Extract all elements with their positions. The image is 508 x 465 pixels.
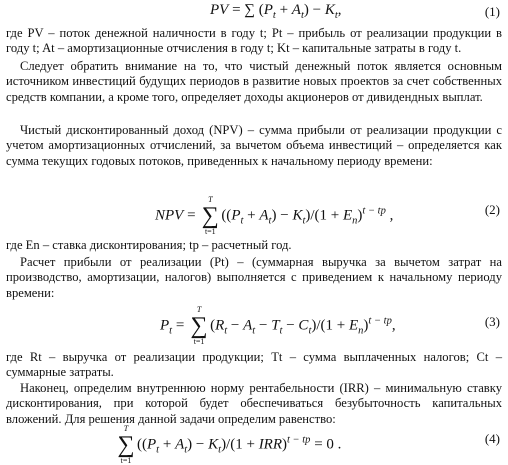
- equation-1: [0, 2, 508, 22]
- equation-3-number: (3): [484, 314, 500, 329]
- equation-4: [0, 423, 508, 463]
- paragraph-pv-definition-text: где PV – поток денежной наличности в году t; Pt – прибыль от реализации продукции в году t; At – амортизационные отчисления в году t; Kt – капитальные затраты в году t.: [6, 26, 502, 56]
- paragraph-npv-definition-text: Чистый дисконтированный доход (NPV) – сумма прибыли от реализации продукции с учетом амортизационных отчислений, за вычетом объема инвестиций – определяется как сумма текущих годовых потоков, приведенных к начальному периоду времени:: [6, 123, 502, 168]
- paragraph-en-definition-text: где En – ставка дисконтирования; tp – расчетный год.: [6, 238, 292, 252]
- equation-4-body: T ∑ t=1 $((P_t + A_t) - K_t)/(1 + IRR)^{t - tp} = 0$ .: [117, 424, 342, 465]
- paragraph-rt-definition: [6, 350, 502, 381]
- equation-4-number: (4): [484, 431, 500, 446]
- sum-symbol-3: T ∑ t=1: [190, 305, 208, 346]
- paragraph-pv-definition: [6, 26, 502, 57]
- paragraph-irr-definition-text: Наконец, определим внутреннюю норму рентабельности (IRR) – минимальную ставку дисконтирования, при которой будет обеспечиваться безубыточность капитальных вложений. Для решения данной задачи определим равенство:: [6, 381, 502, 426]
- paragraph-profit-calc-text: Расчет прибыли от реализации (Pt) – (суммарная выручка за вычетом затрат на производство, амортизации, налогов) выполняется с приведением к начальному периоду времени:: [6, 255, 502, 300]
- paragraph-rt-definition-text: где Rt – выручка от реализации продукции; Tt – сумма выплаченных налогов; Ct – суммарные затраты.: [6, 350, 502, 380]
- equation-2: [0, 190, 508, 236]
- equation-2-number: (2): [484, 202, 500, 217]
- paragraph-npv-definition: [6, 123, 502, 169]
- equation-1-body: PV = ∑ $(P_t + A_t) - K_t$,: [210, 2, 342, 21]
- paragraph-net-cashflow: [6, 59, 502, 105]
- paragraph-net-cashflow-text: Следует обратить внимание на то, что чистый денежный поток является основным источником инвестиций будущих периодов в развитие новых проектов за счет собственных средств компании, а кроме того, определяет доходы акционеров от дивидендных выплат.: [6, 59, 502, 104]
- equation-2-body: NPV = T ∑ t=1 $((P_t + A_t) - K_t)/(1 + E_n)^{t - tp}$ ,: [155, 195, 394, 236]
- sum-symbol-4: T ∑ t=1: [117, 424, 135, 465]
- equation-1-number: (1): [484, 4, 500, 19]
- sum-symbol-2: T ∑ t=1: [201, 195, 219, 236]
- equation-3: [0, 300, 508, 344]
- paragraph-profit-calc: [6, 255, 502, 301]
- equation-3-body: $P_t$ = T ∑ t=1 $(R_t - A_t - T_t - C_t)/(1 + E_n)^{t - tp}$,: [160, 305, 396, 346]
- paragraph-irr-definition: [6, 381, 502, 427]
- paragraph-en-definition: [6, 238, 502, 253]
